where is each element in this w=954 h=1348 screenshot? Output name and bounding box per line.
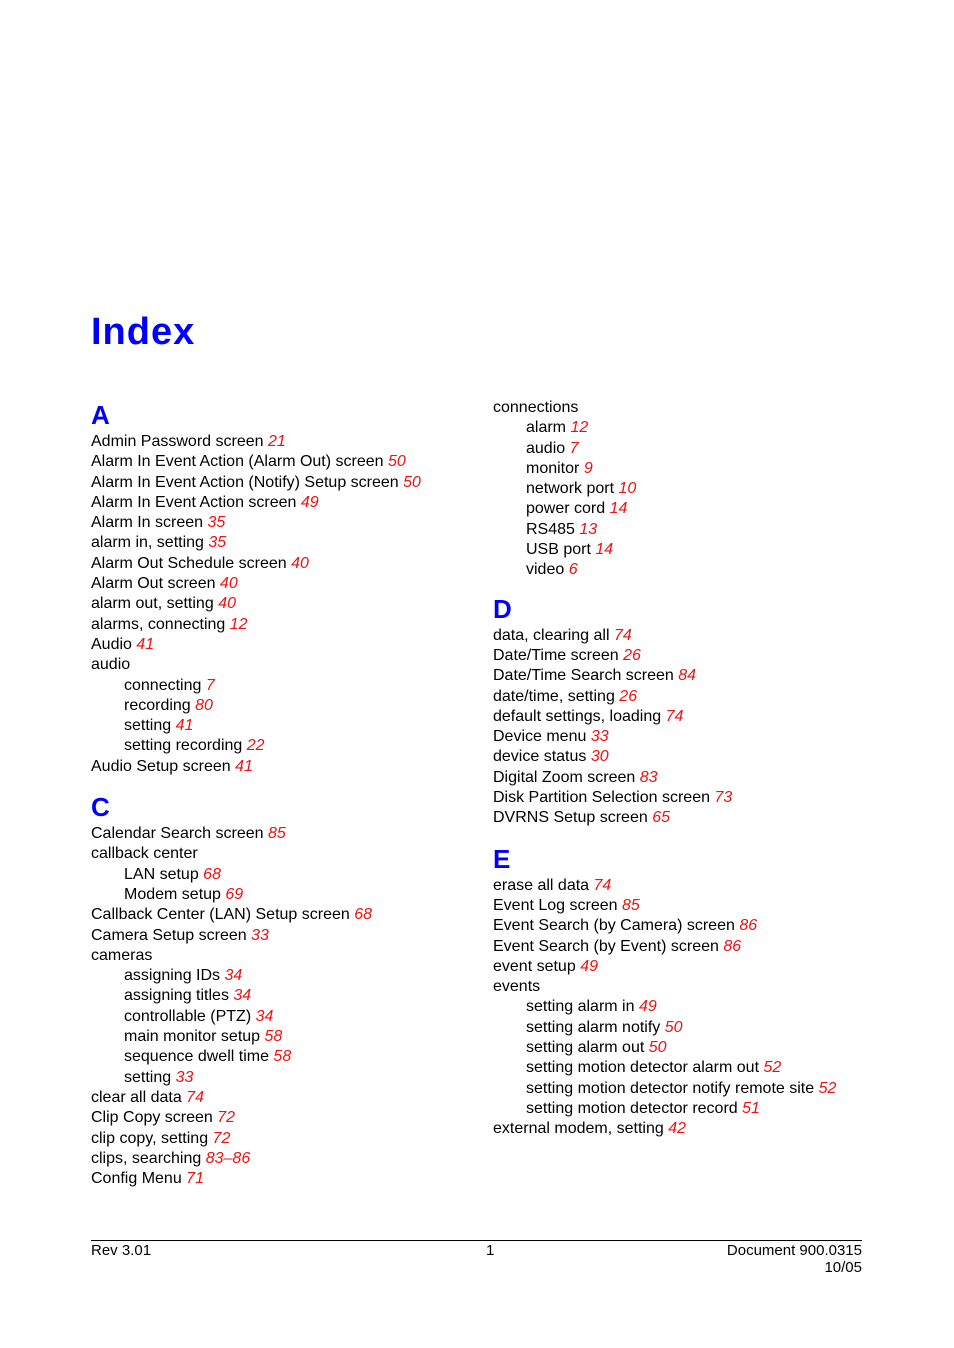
index-term: Alarm In screen (91, 514, 204, 532)
index-subentry (493, 1018, 913, 1038)
index-page-ref: 10 (618, 480, 637, 498)
index-term: setting alarm out (526, 1039, 645, 1057)
index-term: Event Search (by Camera) screen (493, 917, 735, 935)
index-page-ref: 49 (300, 493, 319, 511)
index-entry (493, 727, 913, 747)
index-entry (493, 646, 913, 666)
index-page-ref: 65 (652, 809, 670, 827)
index-term: external modem, setting (493, 1120, 664, 1138)
index-entry (493, 707, 913, 727)
index-page-ref: 12 (229, 615, 248, 633)
index-term: events (493, 978, 541, 996)
index-term: USB port (526, 541, 591, 559)
footer-divider (91, 1240, 862, 1241)
index-term: Modem setup (124, 885, 221, 903)
index-page-ref: 14 (609, 500, 628, 518)
index-page-ref: 50 (403, 473, 421, 491)
index-term: setting motion detector alarm out (526, 1059, 760, 1077)
index-subentry (493, 520, 913, 540)
index-entry (91, 574, 471, 594)
continued-entries (493, 398, 913, 581)
index-term: Clip Copy screen (91, 1109, 213, 1127)
index-entry (91, 533, 471, 553)
index-entry (91, 1169, 471, 1189)
index-entry (91, 513, 471, 533)
index-term: cameras (91, 946, 153, 964)
index-page-ref: 72 (217, 1109, 236, 1127)
index-entry (493, 977, 913, 997)
index-term: Event Search (by Event) screen (493, 937, 719, 955)
index-page-ref: 40 (291, 554, 309, 572)
index-page-ref: 21 (267, 433, 286, 450)
index-term: callback center (91, 845, 198, 863)
index-page-ref: 14 (595, 541, 614, 559)
index-term: setting alarm notify (526, 1018, 661, 1036)
index-page-ref: 86 (739, 917, 758, 935)
index-entry (91, 844, 471, 864)
index-section (91, 790, 471, 1189)
index-page-ref: 35 (208, 534, 227, 552)
index-subentry (91, 1047, 471, 1067)
index-subentry (91, 865, 471, 885)
index-page-ref: 86 (723, 937, 742, 955)
index-entry (493, 1119, 913, 1139)
index-page-ref: 13 (579, 520, 598, 538)
index-page-ref: 84 (678, 667, 697, 685)
index-term: Callback Center (LAN) Setup screen (91, 906, 350, 924)
footer-page-number: 1 (486, 1242, 495, 1259)
index-page-ref: 40 (218, 595, 236, 613)
index-term: clips, searching (91, 1149, 202, 1167)
section-letter: C (91, 792, 110, 823)
index-entry (493, 666, 913, 686)
index-term: Camera Setup screen (91, 926, 247, 944)
index-entry (91, 594, 471, 614)
index-entry (91, 1129, 471, 1149)
index-page-ref: 12 (570, 419, 589, 437)
index-term: alarm in, setting (91, 534, 204, 552)
index-page-ref: 85 (268, 825, 286, 843)
index-term: setting (124, 717, 172, 735)
index-subentry (493, 459, 913, 479)
index-term: recording (124, 696, 191, 714)
index-term: Date/Time Search screen (493, 667, 674, 685)
index-term: Device menu (493, 728, 587, 746)
footer-document-date: 10/05 (824, 1259, 862, 1276)
index-subentry (493, 499, 913, 519)
footer-document-number: Document 900.0315 (726, 1242, 862, 1259)
index-page-ref: 50 (648, 1039, 667, 1057)
index-subentry (493, 997, 913, 1017)
index-page-ref: 41 (136, 635, 155, 653)
index-term: Admin Password screen (91, 433, 264, 450)
index-page-ref: 33 (175, 1068, 194, 1086)
index-subentry (493, 479, 913, 499)
index-entry (91, 554, 471, 574)
index-term: Audio Setup screen (91, 757, 231, 775)
index-term: Date/Time screen (493, 646, 619, 664)
index-page-ref: 80 (195, 696, 213, 714)
index-entry (493, 687, 913, 707)
index-entry (91, 757, 471, 777)
index-page-ref: 50 (388, 453, 406, 471)
index-page-ref: 34 (224, 967, 243, 985)
index-term: DVRNS Setup screen (493, 809, 648, 827)
index-page-ref: 6 (568, 561, 578, 579)
index-term: Digital Zoom screen (493, 768, 636, 786)
index-entry (493, 808, 913, 828)
index-subentry (91, 1068, 471, 1088)
index-term: network port (526, 480, 615, 498)
index-page-ref: 26 (623, 646, 641, 664)
index-page-ref: 7 (205, 676, 215, 694)
index-page-ref: 42 (668, 1120, 686, 1138)
index-subentry (493, 439, 913, 459)
index-entry (91, 905, 471, 925)
index-term: RS485 (526, 520, 575, 538)
index-entry (91, 1088, 471, 1108)
index-term: assigning titles (124, 987, 229, 1005)
index-section (493, 842, 913, 1140)
index-term: assigning IDs (124, 967, 221, 985)
index-term: setting recording (124, 737, 243, 755)
index-term: setting (124, 1068, 172, 1086)
index-entry (91, 473, 471, 493)
index-page-ref: 52 (763, 1059, 782, 1077)
section-letter: A (91, 400, 110, 430)
index-page-ref: 41 (175, 717, 194, 735)
index-page-ref: 30 (590, 748, 609, 766)
index-term: setting motion detector notify remote site (526, 1079, 815, 1097)
index-page-ref: 58 (264, 1028, 283, 1046)
index-entry (91, 452, 471, 472)
index-entry (91, 926, 471, 946)
index-term: Audio (91, 635, 132, 653)
index-page-ref: 34 (233, 987, 252, 1005)
index-term: monitor (526, 459, 580, 477)
right-sections (493, 592, 913, 1140)
index-subentry (91, 676, 471, 696)
index-entry (493, 937, 913, 957)
index-term: video (526, 561, 565, 579)
index-page-ref: 58 (273, 1048, 292, 1066)
index-term: audio (526, 439, 566, 457)
index-entry (493, 957, 913, 977)
index-page-ref: 35 (207, 514, 226, 532)
index-term: power cord (526, 500, 606, 518)
index-term: setting alarm in (526, 998, 635, 1016)
index-page-ref: 85 (621, 896, 640, 914)
index-subentry (91, 696, 471, 716)
index-term: default settings, loading (493, 707, 662, 725)
index-entry (91, 655, 471, 675)
index-subentry (493, 1038, 913, 1058)
index-page-ref: 51 (742, 1099, 760, 1117)
index-term: clear all data (91, 1088, 182, 1106)
index-term: connections (493, 399, 579, 416)
index-term: erase all data (493, 876, 590, 894)
index-column-left (91, 398, 471, 1189)
index-page-ref: 33 (590, 728, 609, 746)
index-term: Alarm Out Schedule screen (91, 554, 287, 572)
entry-list (493, 876, 913, 1140)
index-subentry (91, 1007, 471, 1027)
index-page-ref: 33 (251, 926, 269, 944)
entry-list (493, 626, 913, 829)
index-term: Calendar Search screen (91, 825, 264, 843)
index-subentry (493, 560, 913, 580)
index-entry (91, 1149, 471, 1169)
index-page-ref: 34 (255, 1007, 274, 1025)
index-entry (91, 615, 471, 635)
index-term: sequence dwell time (124, 1048, 269, 1066)
index-page-ref: 49 (638, 998, 657, 1016)
index-term: data, clearing all (493, 626, 610, 644)
index-subentry (91, 885, 471, 905)
index-entry (493, 896, 913, 916)
index-term: alarm (526, 419, 567, 437)
index-term: date/time, setting (493, 687, 615, 705)
index-term: audio (91, 656, 131, 674)
index-term: controllable (PTZ) (124, 1007, 252, 1025)
page-title: Index (91, 311, 196, 353)
index-page-ref: 9 (583, 459, 593, 477)
index-entry (493, 747, 913, 767)
section-letter: D (493, 593, 512, 624)
index-entry (91, 635, 471, 655)
index-term: Alarm In Event Action (Alarm Out) screen (91, 453, 384, 471)
index-entry (493, 916, 913, 936)
index-subentry (91, 716, 471, 736)
index-term: connecting (124, 676, 202, 694)
index-entry (493, 768, 913, 788)
index-term: Alarm Out screen (91, 575, 216, 593)
index-page-ref: 22 (246, 737, 265, 755)
index-page-ref: 68 (354, 906, 373, 924)
index-entry (91, 824, 471, 844)
index-entry (493, 626, 913, 646)
index-subentry (91, 986, 471, 1006)
entry-list (91, 432, 471, 777)
index-term: alarm out, setting (91, 595, 214, 613)
index-subentry (493, 1058, 913, 1078)
index-subentry (91, 1027, 471, 1047)
footer-document (727, 1242, 862, 1276)
entry-list (91, 824, 471, 1189)
index-page-ref: 83 (639, 768, 658, 786)
index-entry (91, 1108, 471, 1128)
index-subentry (91, 736, 471, 756)
index-term: Alarm In Event Action screen (91, 493, 297, 511)
index-term: Alarm In Event Action (Notify) Setup screen (91, 473, 399, 491)
section-letter: E (493, 843, 511, 874)
index-entry (91, 432, 471, 452)
index-page-ref: 41 (235, 757, 253, 775)
index-section (91, 398, 471, 777)
index-page-ref: 69 (225, 885, 244, 903)
index-subentry (493, 418, 913, 438)
index-subentry (493, 1099, 913, 1119)
index-page-ref: 68 (203, 865, 221, 883)
index-page-ref: 7 (569, 439, 579, 457)
index-page-ref: 73 (714, 789, 733, 807)
index-term: Disk Partition Selection screen (493, 789, 710, 807)
index-page-ref: 74 (593, 876, 612, 894)
index-column-right (493, 398, 913, 1140)
index-page-ref: 52 (818, 1079, 837, 1097)
index-page-ref: 74 (186, 1088, 204, 1106)
index-entry (493, 788, 913, 808)
index-page-ref: 74 (613, 626, 632, 644)
index-term: LAN setup (124, 865, 199, 883)
index-term: event setup (493, 957, 576, 975)
index-section (493, 592, 913, 829)
index-term: alarms, connecting (91, 615, 226, 633)
index-term: setting motion detector record (526, 1099, 738, 1117)
index-page-ref: 71 (186, 1170, 204, 1188)
index-page-ref: 49 (580, 957, 598, 975)
index-page-ref: 72 (212, 1129, 231, 1147)
index-entry (91, 493, 471, 513)
index-term: device status (493, 748, 587, 766)
index-subentry (493, 540, 913, 560)
index-term: Config Menu (91, 1170, 182, 1188)
index-page-ref: 83–86 (205, 1149, 251, 1167)
index-page-ref: 40 (219, 575, 238, 593)
index-page-ref: 50 (664, 1018, 683, 1036)
index-term: Event Log screen (493, 896, 618, 914)
index-subentry (493, 1079, 913, 1099)
index-term: clip copy, setting (91, 1129, 209, 1147)
index-term: main monitor setup (124, 1028, 261, 1046)
index-page-ref: 26 (619, 687, 638, 705)
index-subentry (91, 966, 471, 986)
index-entry (91, 946, 471, 966)
index-entry (493, 398, 913, 418)
index-page-ref: 74 (665, 707, 684, 725)
footer-revision: Rev 3.01 (91, 1242, 152, 1259)
index-entry (493, 876, 913, 896)
